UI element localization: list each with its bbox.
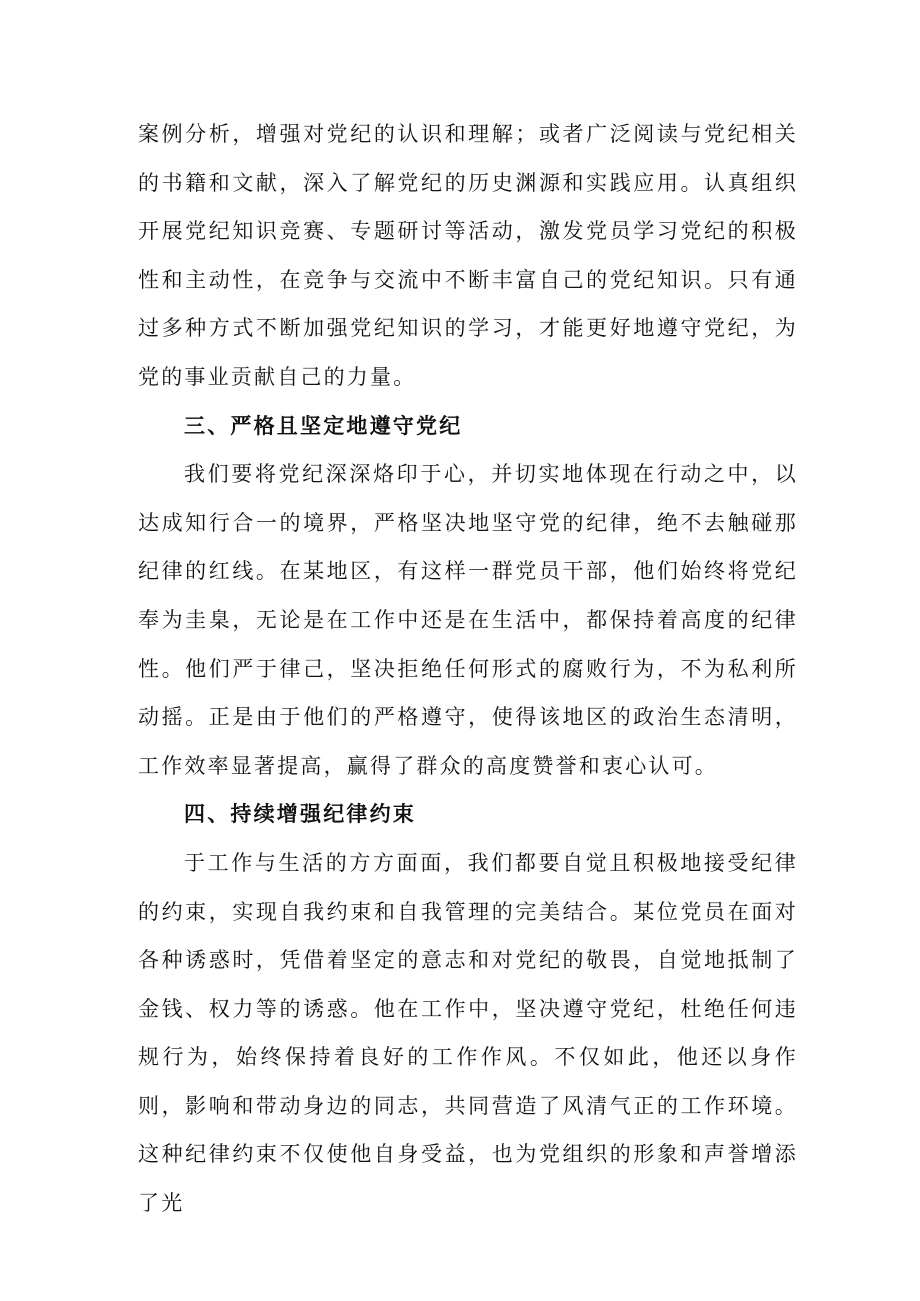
paragraph-discipline-constraint: 于工作与生活的方方面面，我们都要自觉且积极地接受纪律的约束，实现自我约束和自我管理的完美结合。某位党员在面对各种诱惑时，凭借着坚定的意志和对党纪的敬畏，自觉地抵制了金钱、权力等的诱惑。他在工作中，坚决遵守党纪，杜绝任何违规行为，始终保持着良好的工作作风。不仅如此，他还以身作则，影响和带动身边的同志，共同营造了风清气正的工作环境。这种纪律约束不仅使他自身受益，也为党组织的形象和声誉增添了光	[138, 850, 798, 1216]
section-heading-four: 四、持续增强纪律约束	[184, 802, 416, 827]
paragraph-strict-compliance: 我们要将党纪深深烙印于心，并切实地体现在行动之中，以达成知行合一的境界，严格坚决地坚守党的纪律，绝不去触碰那纪律的红线。在某地区，有这样一群党员干部，他们始终将党纪奉为圭臬，无论是在工作中还是在生活中，都保持着高度的纪律性。他们严于律己，坚决拒绝任何形式的腐败行为，不为私利所动摇。正是由于他们的严格遵守，使得该地区的政治生态清明，工作效率显著提高，赢得了群众的高度赞誉和衷心认可。	[138, 462, 798, 778]
paragraph-study-methods: 案例分析，增强对党纪的认识和理解；或者广泛阅读与党纪相关的书籍和文献，深入了解党纪的历史渊源和实践应用。认真组织开展党纪知识竞赛、专题研讨等活动，激发党员学习党纪的积极性和主动性，在竞争与交流中不断丰富自己的党纪知识。只有通过多种方式不断加强党纪知识的学习，才能更好地遵守党纪，为党的事业贡献自己的力量。	[138, 122, 798, 389]
document-body	[138, 110, 798, 1228]
section-heading-three: 三、严格且坚定地遵守党纪	[184, 413, 463, 438]
